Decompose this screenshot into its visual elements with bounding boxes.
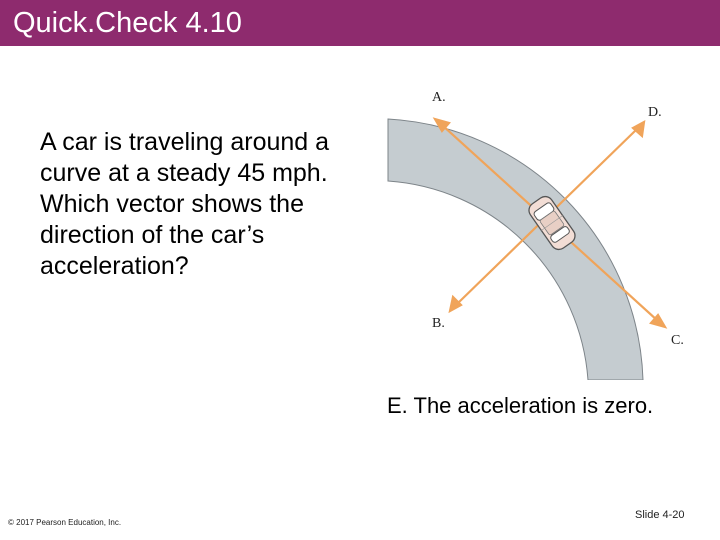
slide-number: Slide 4-20 <box>635 509 685 521</box>
vector-d-arrowhead <box>633 122 644 136</box>
title-bar <box>0 0 720 46</box>
slide-title: Quick.Check 4.10 <box>13 7 242 39</box>
question-text: A car is traveling around a curve at a steady 45 mph. Which vector shows the direction of the car’s acceleration? <box>40 128 330 280</box>
label-a: A. <box>432 90 446 105</box>
label-b: B. <box>432 316 445 331</box>
option-e-text: E. The acceleration is zero. <box>387 393 654 418</box>
copyright-text: © 2017 Pearson Education, Inc. <box>8 518 122 527</box>
label-c: C. <box>671 333 684 348</box>
label-d: D. <box>648 105 662 120</box>
vector-b-arrowhead <box>450 297 461 311</box>
curved-road <box>388 119 643 380</box>
curve-figure <box>385 85 705 380</box>
